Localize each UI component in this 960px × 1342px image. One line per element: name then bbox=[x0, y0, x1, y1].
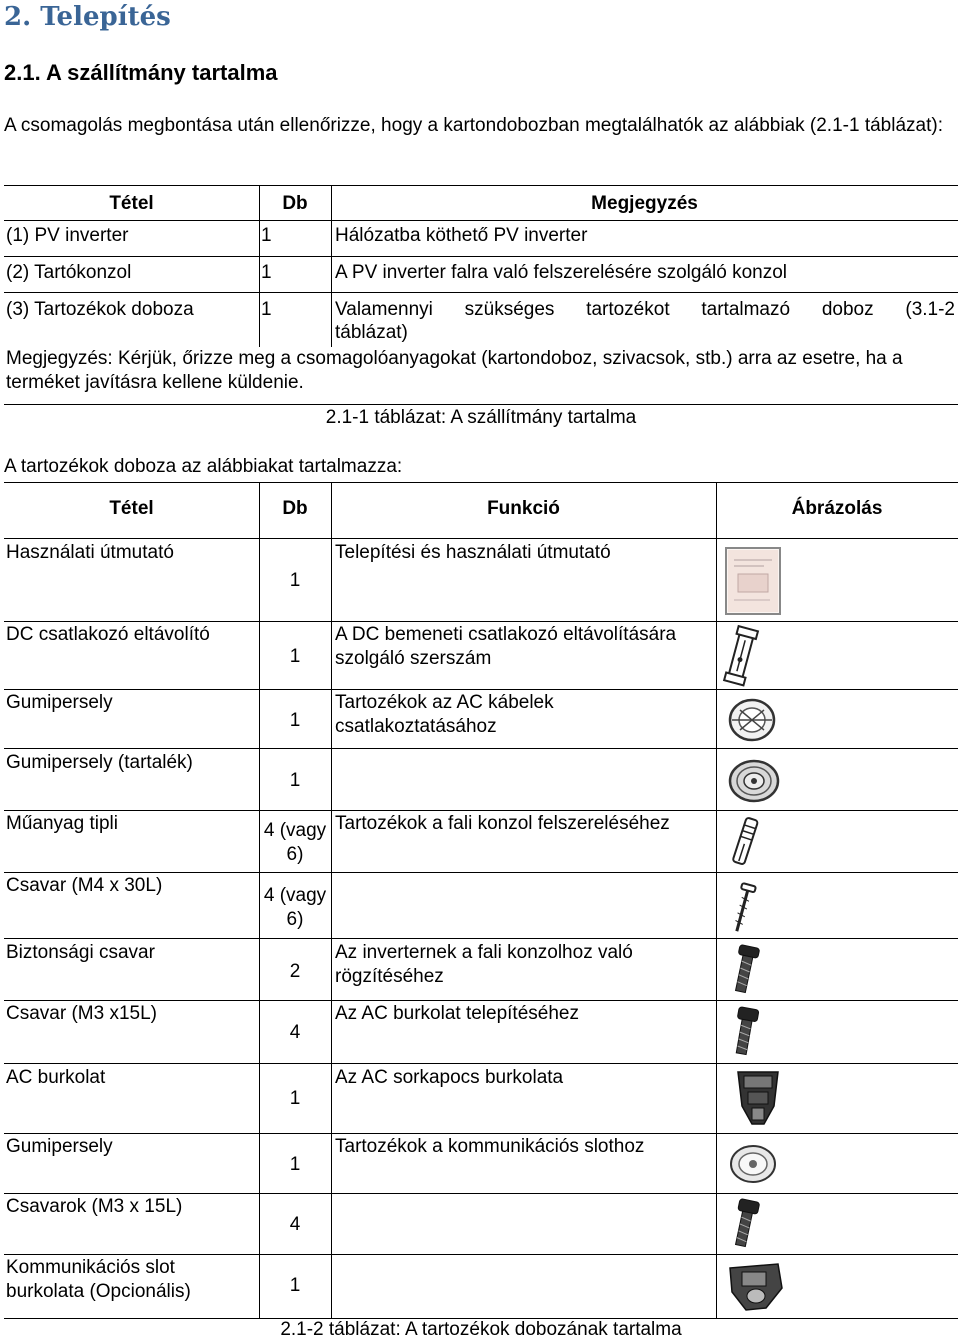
table2-row6-item: Csavar (M4 x 30L) bbox=[6, 875, 163, 896]
table2-row10-qty: 1 bbox=[289, 1154, 301, 1175]
table1-header-item: Tétel bbox=[109, 193, 154, 214]
dc-remover-tool-icon bbox=[722, 624, 762, 688]
screw-m3-icon bbox=[730, 1004, 760, 1060]
table2-row3-item: Gumipersely bbox=[6, 692, 113, 713]
table2-header-image: Ábrázolás bbox=[791, 498, 883, 519]
comm-grommet-icon bbox=[726, 1140, 780, 1188]
table2-header-qty: Db bbox=[282, 498, 308, 519]
table2-row2-item: DC csatlakozó eltávolító bbox=[6, 624, 210, 645]
table2-row7-qty: 2 bbox=[289, 961, 301, 982]
table1-row1-qty: 1 bbox=[261, 225, 272, 246]
table2-row2-qty: 1 bbox=[289, 646, 301, 667]
table2-row1-qty: 1 bbox=[289, 570, 301, 591]
table1-row1-note: Hálózatba köthető PV inverter bbox=[335, 225, 588, 246]
table1-header-note: Megjegyzés bbox=[591, 193, 698, 214]
security-screw-icon bbox=[730, 942, 760, 998]
table2-row5-item: Műanyag tipli bbox=[6, 813, 118, 834]
table2-row10-item: Gumipersely bbox=[6, 1136, 113, 1157]
spare-rubber-grommet-icon bbox=[726, 756, 782, 806]
table2-row5-function: Tartozékok a fali konzol felszereléséhez bbox=[335, 813, 670, 834]
table2-row11-item: Csavarok (M3 x 15L) bbox=[6, 1196, 183, 1217]
screw-m4-icon bbox=[728, 880, 758, 936]
table1-row2-item: (2) Tartókonzol bbox=[6, 262, 132, 283]
manual-icon bbox=[724, 546, 784, 616]
subsection-title: 2.1. A szállítmány tartalma bbox=[4, 60, 278, 85]
table2-row11-qty: 4 bbox=[289, 1214, 301, 1235]
rubber-grommet-icon bbox=[726, 694, 780, 744]
table2-row9-item: AC burkolat bbox=[6, 1067, 106, 1088]
table2-row7-function: Az inverternek a fali konzolhoz való rögzítéséhez bbox=[335, 942, 633, 987]
table2-row12-item: Kommunikációs slot burkolata (Opcionális) bbox=[6, 1257, 191, 1302]
table2-row8-function: Az AC burkolat telepítéséhez bbox=[335, 1003, 579, 1024]
table1-row3-qty: 1 bbox=[261, 299, 272, 320]
table2-row7-item: Biztonsági csavar bbox=[6, 942, 155, 963]
table1-footnote: Megjegyzés: Kérjük, őrizze meg a csomagolóanyagokat (kartondoboz, szivacsok, stb.) arra az esetre, ha a terméket javításra kellene küldenie. bbox=[6, 348, 903, 393]
table2-row3-qty: 1 bbox=[289, 710, 301, 731]
table2-row12-qty: 1 bbox=[289, 1275, 301, 1296]
comm-slot-cover-icon bbox=[726, 1258, 786, 1314]
ac-cover-icon bbox=[730, 1066, 786, 1130]
table2-row10-function: Tartozékok a kommunikációs slothoz bbox=[335, 1136, 645, 1157]
table1-row2-qty: 1 bbox=[261, 262, 272, 283]
table2-row2-function: A DC bemeneti csatlakozó eltávolítására szolgáló szerszám bbox=[335, 624, 677, 669]
table2-row4-item: Gumipersely (tartalék) bbox=[6, 752, 193, 773]
table2-row3-function: Tartozékok az AC kábelek csatlakoztatásához bbox=[335, 692, 554, 737]
table2-row6-qty: 4 (vagy 6) bbox=[263, 885, 327, 930]
accessories-intro: A tartozékok doboza az alábbiakat tartalmazza: bbox=[4, 456, 403, 477]
table2-caption: 2.1-2 táblázat: A tartozékok dobozának tartalma bbox=[280, 1319, 682, 1340]
table2-row9-qty: 1 bbox=[289, 1088, 301, 1109]
table1-row3-item: (3) Tartozékok doboza bbox=[6, 299, 194, 320]
table2-header-item: Tétel bbox=[109, 498, 154, 519]
table2-header-function: Funkció bbox=[487, 498, 560, 519]
table1-header-qty: Db bbox=[282, 193, 308, 214]
plastic-anchor-icon bbox=[730, 814, 760, 870]
intro-text: A csomagolás megbontása után ellenőrizze, hogy a kartondobozban megtalálhatók az alábbiak (2.1-1 táblázat): bbox=[4, 115, 943, 136]
table1-row2-note: A PV inverter falra való felszerelésére szolgáló konzol bbox=[335, 262, 788, 283]
table1-row3-note-line1: Valamennyi szükséges tartozékot tartalmazó doboz (3.1-2 bbox=[335, 299, 955, 320]
screws-m3-icon bbox=[730, 1196, 760, 1252]
table2-row4-qty: 1 bbox=[289, 770, 301, 791]
section-title: 2. Telepítés bbox=[4, 2, 171, 32]
table2-row9-function: Az AC sorkapocs burkolata bbox=[335, 1067, 564, 1088]
table1-row3-note-line2: táblázat) bbox=[335, 322, 408, 343]
table1-row1-item: (1) PV inverter bbox=[6, 225, 129, 246]
table2-row8-item: Csavar (M3 x15L) bbox=[6, 1003, 157, 1024]
table2-row8-qty: 4 bbox=[289, 1022, 301, 1043]
table2-row5-qty: 4 (vagy 6) bbox=[263, 820, 327, 865]
table2-row1-function: Telepítési és használati útmutató bbox=[335, 542, 611, 563]
table2-row1-item: Használati útmutató bbox=[6, 542, 174, 563]
table1-caption: 2.1-1 táblázat: A szállítmány tartalma bbox=[325, 407, 637, 428]
